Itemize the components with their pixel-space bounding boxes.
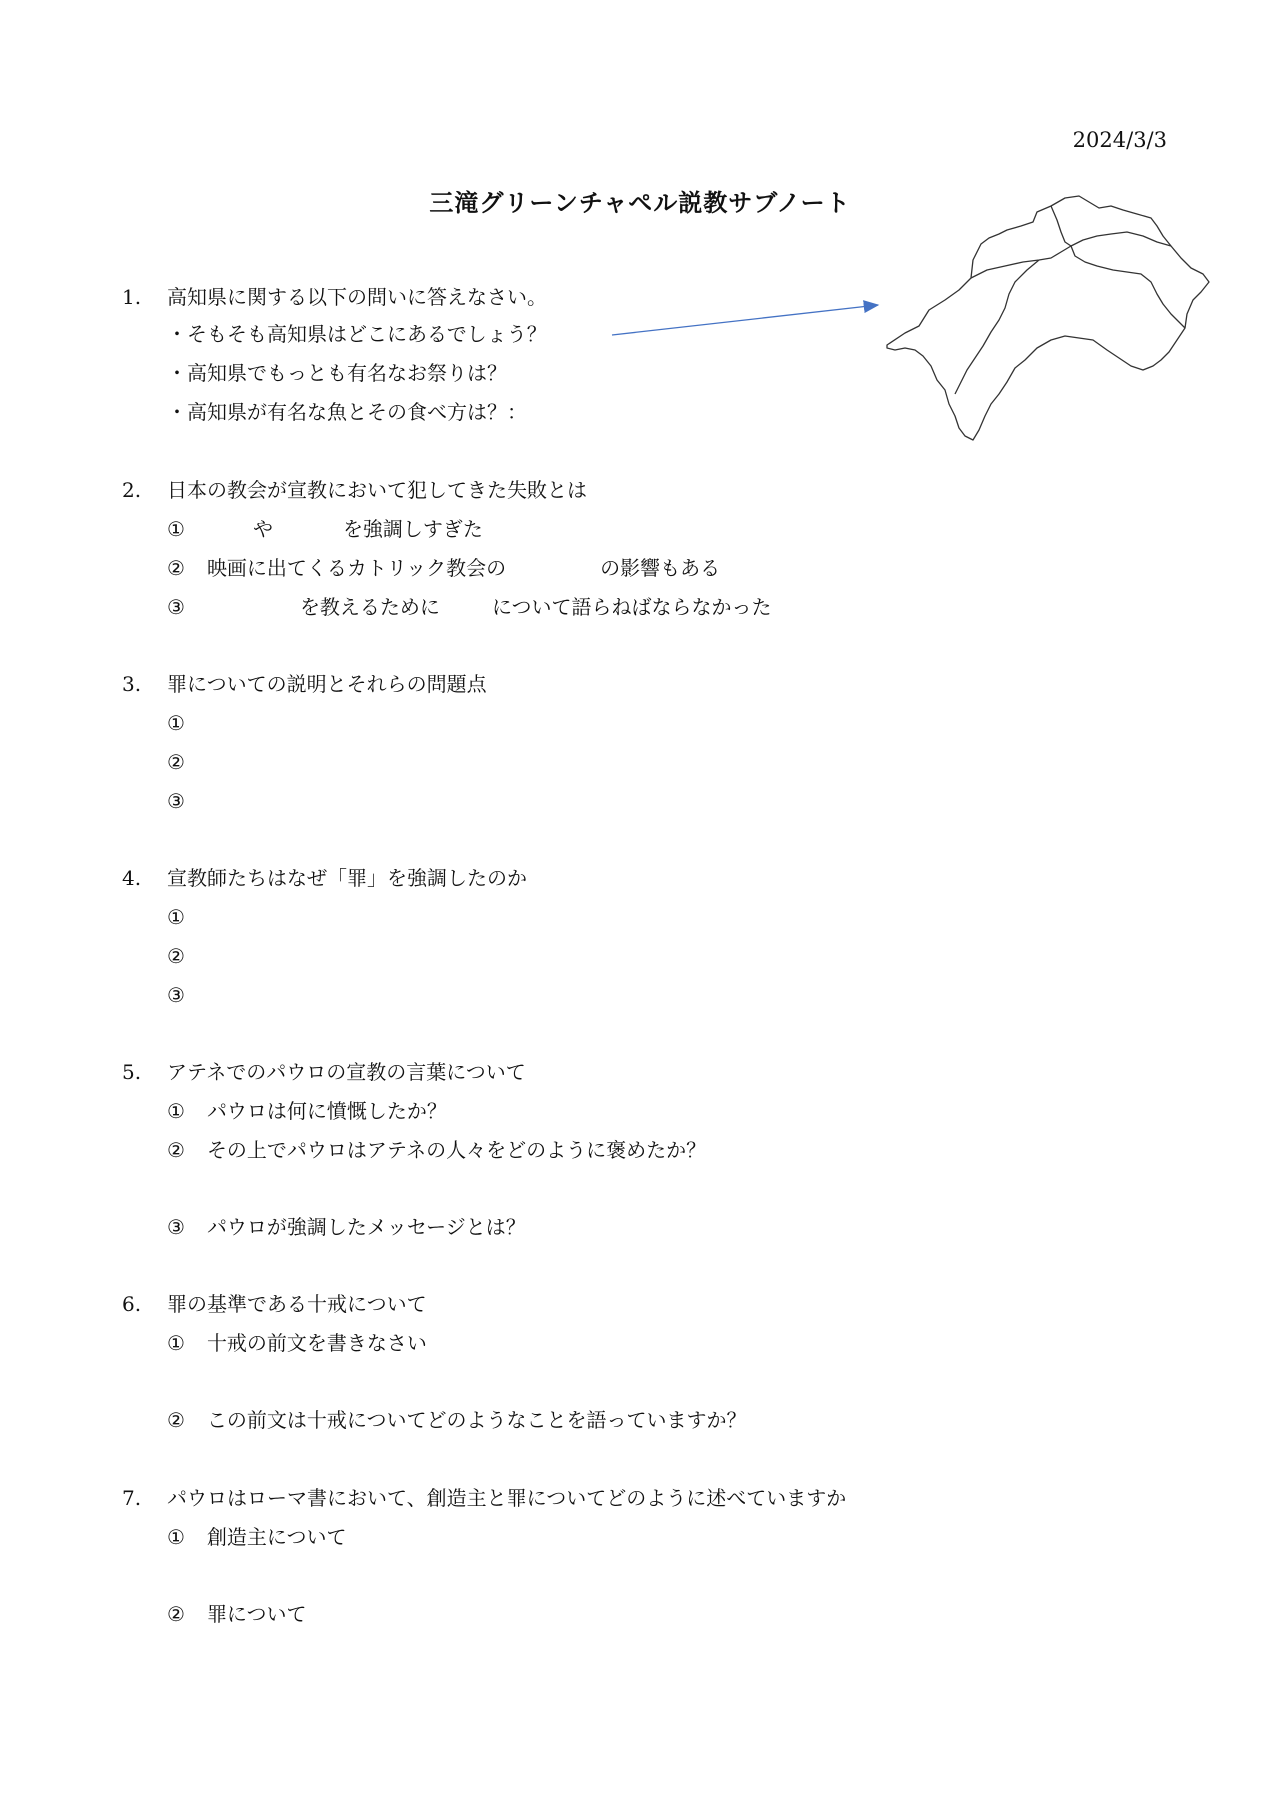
q6-item-2 <box>167 1410 747 1430</box>
prefecture-border-north <box>971 246 1071 278</box>
q6-item-1 <box>167 1333 427 1353</box>
q5-item-1-mark: ① <box>167 1099 185 1123</box>
q2-sub-2-mark: ② <box>167 556 185 580</box>
q2-number: 2. <box>122 478 142 502</box>
q7-text: パウロはローマ書において、創造主と罪についてどのように述べていますか <box>167 1486 847 1510</box>
q6-item-2-text: この前文は十戒についてどのようなことを語っていますか？ <box>206 1408 747 1432</box>
q3-mark-2: ② <box>167 750 185 774</box>
q6-number: 6. <box>122 1292 142 1316</box>
page-title: 三滝グリーンチャペル説教サブノート <box>429 188 851 217</box>
prefecture-border-east <box>1071 232 1171 246</box>
q2-text: 日本の教会が宣教において犯してきた失敗とは <box>167 478 587 502</box>
q1-sub-1: ・そもそも高知県はどこにあるでしょう？ <box>167 322 547 346</box>
q7-item-1 <box>167 1527 347 1547</box>
arrow-to-map <box>610 295 890 345</box>
q6-item-2-mark: ② <box>167 1408 185 1432</box>
q1-number: 1. <box>122 285 142 309</box>
q5-item-1 <box>167 1101 447 1121</box>
prefecture-border-west <box>955 260 1039 394</box>
q2-sub-1 <box>167 519 483 539</box>
q5-item-1-text: パウロは何に憤慨したか？ <box>206 1099 447 1123</box>
q4-number: 4. <box>122 866 142 890</box>
q2-sub-3 <box>167 597 772 617</box>
q2-sub-3-part-a: を教えるために <box>299 595 440 619</box>
q3-number: 3. <box>122 672 142 696</box>
q5-text: アテネでのパウロの宣教の言葉について <box>167 1060 526 1084</box>
q7-item-2 <box>167 1604 307 1624</box>
q7-number: 7. <box>122 1486 142 1510</box>
q5-item-2-text: その上でパウロはアテネの人々をどのように褒めたか？ <box>206 1138 707 1162</box>
document-date: 2024/3/3 <box>1072 128 1167 152</box>
q7-item-2-mark: ② <box>167 1602 185 1626</box>
q5-number: 5. <box>122 1060 142 1084</box>
q5-item-3-text: パウロが強調したメッセージとは？ <box>206 1215 526 1239</box>
q1-sub-3: ・高知県が有名な魚とその食べ方は？： <box>167 400 527 424</box>
q6-item-1-text: 十戒の前文を書きなさい <box>206 1331 427 1355</box>
q2-sub-1-part-b: を強調しすぎた <box>342 517 483 541</box>
q4-text: 宣教師たちはなぜ「罪」を強調したのか <box>167 866 527 890</box>
q2-sub-3-part-b: について語らねばならなかった <box>491 595 772 619</box>
q3-mark-1: ① <box>167 711 185 735</box>
q7-item-1-text: 創造主について <box>206 1525 347 1549</box>
q2-sub-2-part-b: の影響もある <box>600 556 721 580</box>
q6-text: 罪の基準である十戒について <box>167 1292 427 1316</box>
q4-mark-3: ③ <box>167 983 185 1007</box>
q7-item-2-text: 罪について <box>206 1602 307 1626</box>
q6-item-1-mark: ① <box>167 1331 185 1355</box>
q2-sub-2 <box>167 558 720 578</box>
q5-item-3-mark: ③ <box>167 1215 185 1239</box>
q2-sub-2-part-a: 映画に出てくるカトリック教会の <box>206 556 507 580</box>
q2-sub-3-mark: ③ <box>167 595 185 619</box>
prefecture-border-center <box>1051 206 1185 328</box>
q2-sub-1-part-a: や <box>252 517 273 541</box>
q2-sub-1-mark: ① <box>167 517 185 541</box>
q7-item-1-mark: ① <box>167 1525 185 1549</box>
shikoku-map <box>875 190 1215 450</box>
q1-sub-2: ・高知県でもっとも有名なお祭りは？ <box>167 361 507 385</box>
q3-text: 罪についての説明とそれらの問題点 <box>167 672 487 696</box>
q4-mark-2: ② <box>167 944 185 968</box>
q5-item-2-mark: ② <box>167 1138 185 1162</box>
q4-mark-1: ① <box>167 905 185 929</box>
q3-mark-3: ③ <box>167 789 185 813</box>
q5-item-3 <box>167 1217 526 1237</box>
q1-text: 高知県に関する以下の問いに答えなさい。 <box>167 285 547 309</box>
q5-item-2 <box>167 1140 706 1160</box>
shikoku-outline <box>887 196 1209 440</box>
